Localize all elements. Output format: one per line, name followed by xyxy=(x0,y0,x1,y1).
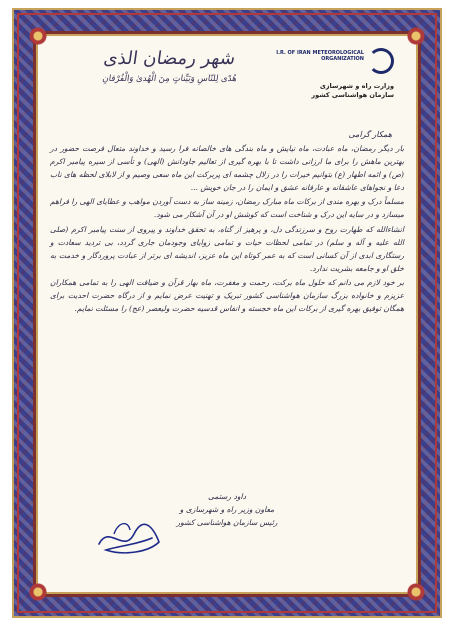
letter-paragraph: مسلماً درک و بهره مندی از برکات ماه مبارک رمضان، زمینه ساز به دست آوردن مواهب و عطایای الهی را فراهم میسازد و در سایه این درک و شناخت است که کوشش او در آن آشکار می شود. xyxy=(50,197,404,220)
calligraphy-verse: هُدًی لِلنّاسِ وَبَیِّناتٍ مِنَ الْهُدیٰ وَالْفُرْقانِ xyxy=(101,74,238,84)
organization-logo xyxy=(266,48,394,118)
meteorology-emblem-icon xyxy=(368,48,394,74)
letter-paragraph: بار دیگر رمضان، ماه عبادت، ماه نیایش و ماه بندگی های خالصانه فرا رسید و خداوند متعال فرصت حضور در بهترین ماهش را برای ما ارزانی داشت تا با بهره گیری از تعالیم جاودانش (الهی) و تأسی از سیره پیامبر اکرم (ص) و ائمه اطهار (ع) بتوانیم خیرات را در زلال چشمه ای پربرکت این ماه سعی وصیم و از لابلای لحظه های ناب دعا و نجواهای عاشقانه و عارفانه عشق و ایمان را در جان خویش ... xyxy=(50,144,404,193)
letter-paragraph: بر خود لازم می دانم که حلول ماه برکت، رحمت و مغفرت، ماه بهار قرآن و ضیافت الهی را به تمامی همکاران عزیزم و خانواده بزرگ سازمان هواشناسی کشور تبریک و تهنیت عرض نمایم و از درگاه حضرت احدیت برای همگان توفیق بهره گیری از برکات این ماه خجسته و انفاس قدسیه حضرت ولیعصر (عج) را مسئلت نمایم. xyxy=(50,277,404,314)
organization-name: سازمان هواشناسی کشور xyxy=(311,91,394,99)
logo-english-text: I.R. OF IRAN METEOROLOGICAL ORGANIZATION xyxy=(276,50,364,62)
ministry-name: وزارت راه و شهرسازی xyxy=(319,82,394,90)
calligraphy-title: شهر رمضان الذی xyxy=(102,48,237,69)
handwritten-signature xyxy=(94,504,164,564)
letter-paragraph: انشاءالله که طهارت روح و سرزندگی دل، و پرهیز از گناه، به تحقق خداوند و پیروی از سنت پیامبر اکرم (صلی الله علیه و آله و سلم) در تمامی لحظات حیات و تمامی زوایای وجودمان جاری گردد، بی تردید سعادت و رستگاری ابدی از آن کسانی است که به عمر کوتاه این ماه عزیز، اندیشه ای برتر از عبادت پروردگار و خدمت به خلق او و جامعه بشریت ندارد. xyxy=(50,224,404,273)
salutation: همکار گرامی xyxy=(348,130,392,139)
signer-title-line-1: معاون وزیر راه و شهرسازی و xyxy=(179,505,275,514)
signer-title-line-2: رئیس سازمان هواشناسی کشور xyxy=(176,518,278,527)
letter-content xyxy=(36,34,418,594)
signer-name: داود رستمی xyxy=(208,492,246,501)
letter-body xyxy=(50,142,404,316)
